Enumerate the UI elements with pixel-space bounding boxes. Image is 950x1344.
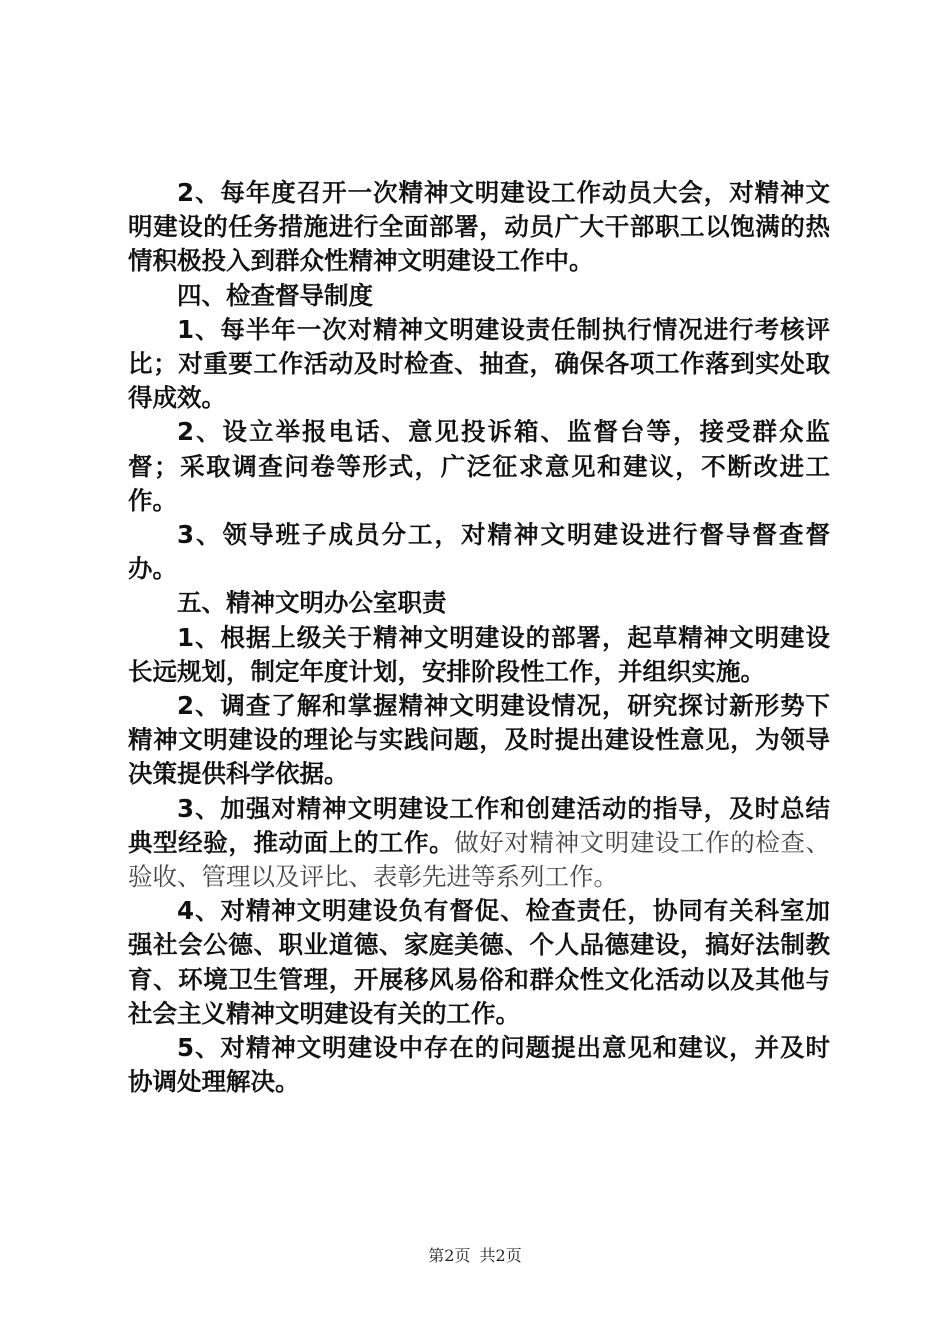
paragraph: 2、每年度召开一次精神文明建设工作动员大会，对精神文明建设的任务措施进行全面部署，动员广大干部职工以饱满的热情积极投入到群众性精神文明建设工作中。 (128, 178, 830, 276)
section-heading: 四、检查督导制度 (177, 280, 373, 310)
paragraph: 2、设立举报电话、意见投诉箱、监督台等，接受群众监督；采取调查问卷等形式，广泛征求意见和建议，不断改进工作。 (128, 417, 830, 515)
paragraph-appended-text: 做好对精神文明建设工作的检查、验收、管理以及评比、表彰先进等系列工作。 (128, 827, 830, 892)
document-body (128, 176, 830, 1099)
page-total: 共2页 (479, 1246, 522, 1265)
paragraph (128, 792, 830, 895)
paragraph: 5、对精神文明建设中存在的问题提出意见和建议，并及时协调处理解决。 (128, 1033, 830, 1097)
paragraph-main-text: 3、加强对精神文明建设工作和创建活动的指导，及时总结典型经验，推动面上的工作。 (128, 793, 830, 857)
paragraph: 1、根据上级关于精神文明建设的部署，起草精神文明建设长远规划，制定年度计划，安排阶段性工作，并组织实施。 (128, 622, 830, 686)
paragraph: 1、每半年一次对精神文明建设责任制执行情况进行考核评比；对重要工作活动及时检查、抽查，确保各项工作落到实处取得成效。 (128, 314, 830, 413)
paragraph: 2、调查了解和掌握精神文明建设情况，研究探讨新形势下精神文明建设的理论与实践问题，及时提出建设性意见，为领导决策提供科学依据。 (128, 691, 830, 789)
paragraph: 4、对精神文明建设负有督促、检查责任，协同有关科室加强社会公德、职业道德、家庭美德、个人品德建设，搞好法制教育、环境卫生管理，开展移风易俗和群众性文化活动以及其他与社会主义精神文明建设有关的工作。 (128, 896, 830, 1028)
paragraph: 3、领导班子成员分工，对精神文明建设进行督导督查督办。 (128, 520, 830, 584)
page-footer (0, 1243, 950, 1266)
section-heading: 五、精神文明办公室职责 (177, 588, 447, 618)
page-number: 第2页 (428, 1246, 471, 1265)
